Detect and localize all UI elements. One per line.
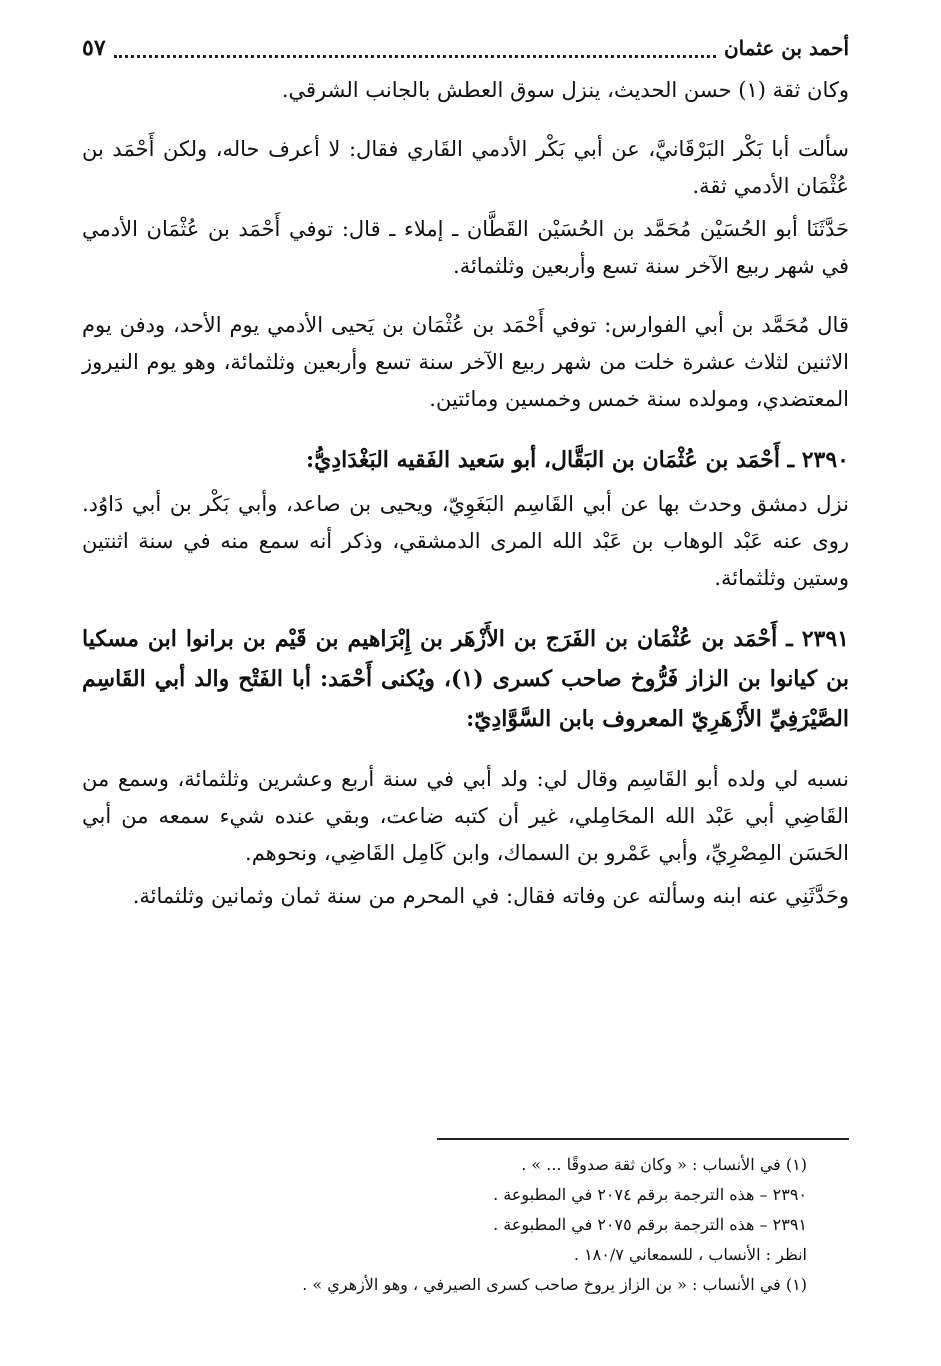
- footnote-3: ٢٣٩١ – هذه الترجمة برقم ٢٠٧٥ في المطبوعة .: [493, 1215, 807, 1234]
- page-number: ٥٧: [82, 35, 106, 61]
- leader-dots: [114, 49, 716, 58]
- page-header: [82, 30, 849, 66]
- paragraph-5: نزل دمشق وحدث بها عن أبي القَاسِم البَغَوِيّ، ويحيى بن صاعد، وأبي بَكْر بن أبي دَاوُد. روى عنه عَبْد الوهاب بن عَبْد الله المرى الدمشقي، وذكر أنه سمع منه في سنة اثنتين وستين وثلثمائة.: [82, 492, 849, 590]
- footnote-1: (١) في الأنساب : « وكان ثقة صدوقًا ... » .: [521, 1155, 807, 1174]
- entry-heading-2391: ٢٣٩١ ـ أَحْمَد بن عُثْمَان بن الفَرَج بن الأَزْهَر بن إِبْرَاهيم بن قَيْم بن برانوا ابن مسكيا بن كيانوا بن الزاز فَرُّوخ صاحب كسرى (١)، ويُكنى أَحْمَد: أبا الفَتْح والد أبي القَاسِم الصَّيْرَفِيِّ الأَزْهَرِيّ المعروف بابن السَّوَّادِيّ:: [82, 626, 849, 732]
- footnote-rule: [437, 1138, 849, 1140]
- running-head: أحمد بن عثمان: [723, 36, 849, 60]
- paragraph-6: نسبه لي ولده أبو القَاسِم وقال لي: ولد أبي في سنة أربع وعشرين وثلثمائة، وسمع من القَاضِي أبي عَبْد الله المحَامِلي، غير أن كتبه ضاعت، وبقي عنده شيء سمعه من أبي الحَسَن المِصْرِيِّ، وأبي عَمْرو بن السماك، وابن كَامِل القَاضِي، ونحوهم.: [82, 767, 849, 865]
- entry-heading-2390: ٢٣٩٠ ـ أَحْمَد بن عُثْمَان بن البَقَّال، أبو سَعيد الفَقيه البَغْدَادِيُّ:: [306, 447, 849, 473]
- paragraph-2: سألت أبا بَكْر البَرْقَانيَّ، عن أبي بَكْر الأدمي القَاري فقال: لا أعرف حاله، ولكن أَحْمَد بن عُثْمَان الأدمي ثقة.: [82, 137, 849, 198]
- paragraph-7: وحَدَّثَنِي عنه ابنه وسألته عن وفاته فقال: في المحرم من سنة ثمان وثمانين وثلثمائة.: [132, 884, 849, 908]
- footnote-4: انظر : الأنساب ، للسمعاني ١٨٠/٧ .: [573, 1245, 807, 1264]
- paragraph-3: حَدَّثَنَا أبو الحُسَيْن مُحَمَّد بن الحُسَيْن القَطَّان ـ إملاء ـ قال: توفي أَحْمَد بن عُثْمَان الأدمي في شهر ربيع الآخر سنة تسع وأربعين وثلثمائة.: [82, 217, 849, 278]
- paragraph-1: وكان ثقة (١) حسن الحديث، ينزل سوق العطش بالجانب الشرقي.: [281, 78, 849, 102]
- footnote-list: [60, 1150, 807, 1300]
- footnote-2: ٢٣٩٠ – هذه الترجمة برقم ٢٠٧٤ في المطبوعة .: [493, 1185, 807, 1204]
- footnote-5: (١) في الأنساب : « بن الزاز يروخ صاحب كسرى الصيرفي ، وهو الأزهري » .: [302, 1275, 807, 1294]
- paragraph-4: قال مُحَمَّد بن أبي الفوارس: توفي أَحْمَد بن عُثْمَان بن يَحيى الأدمي يوم الأحد، ودفن يوم الاثنين لثلاث عشرة خلت من شهر ربيع الآخر سنة تسع وأربعين وثلثمائة، وهو يوم النيروز المعتضدي، ومولده سنة خمس وخمسين ومائتين.: [82, 313, 849, 411]
- page-body: [82, 72, 849, 915]
